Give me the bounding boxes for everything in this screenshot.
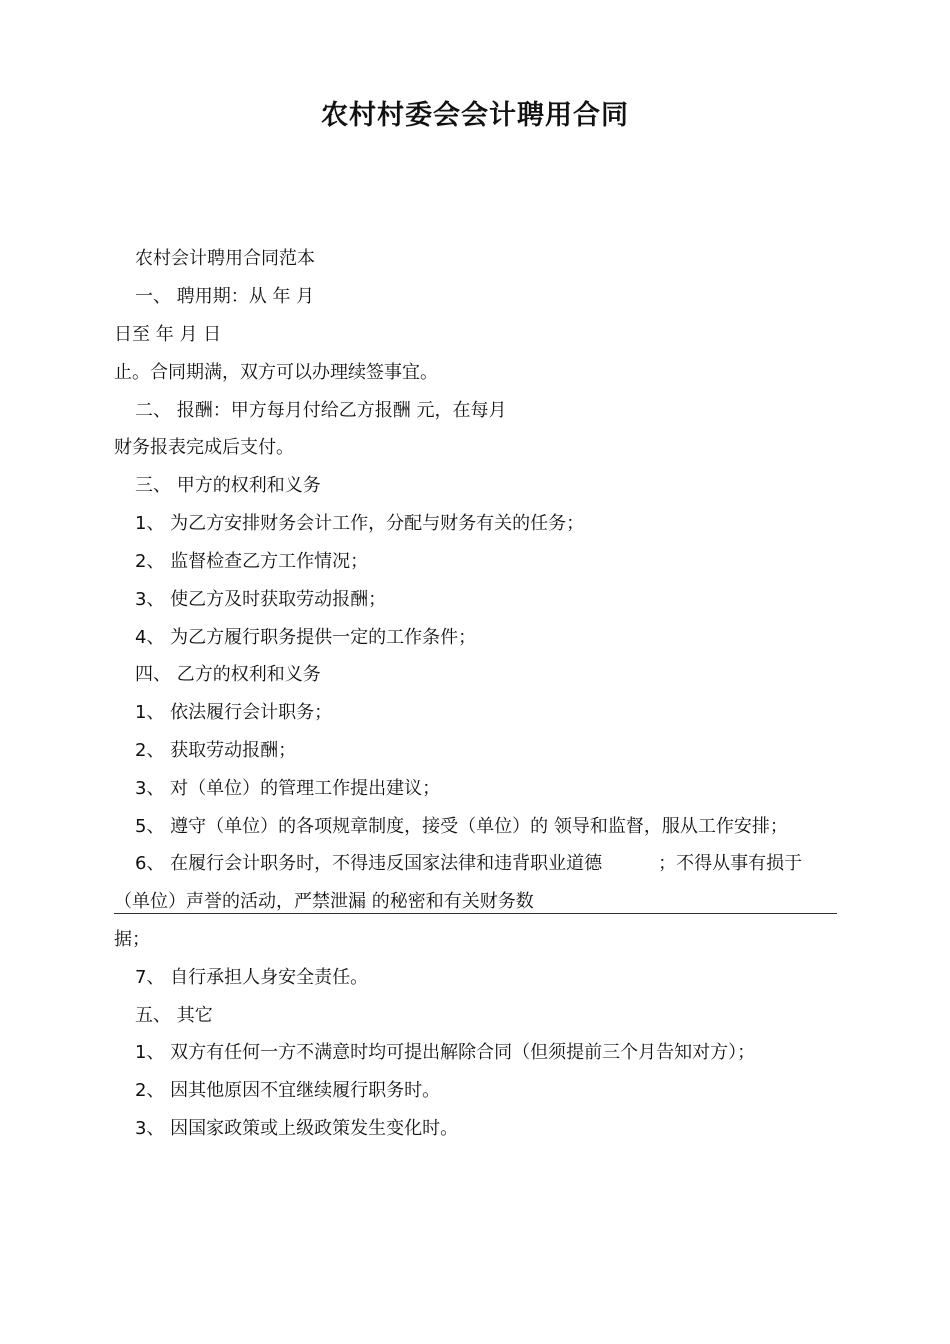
paragraph-line: 二、 报酬：甲方每月付给乙方报酬 元，在每月 bbox=[135, 400, 507, 421]
document-title: 农村村委会会计聘用合同 bbox=[321, 100, 629, 131]
paragraph-line: 财务报表完成后支付。 bbox=[114, 437, 294, 458]
list-item: 3、 使乙方及时获取劳动报酬； bbox=[135, 589, 387, 610]
section-heading: 五、 其它 bbox=[135, 1005, 213, 1026]
paragraph-line: 止。合同期满，双方可以办理续签事宜。 bbox=[114, 362, 438, 383]
paragraph-line: 据； bbox=[114, 929, 150, 950]
list-item: 3、 对（单位）的管理工作提出建议； bbox=[135, 778, 441, 799]
list-item: 1、 为乙方安排财务会计工作，分配与财务有关的任务； bbox=[135, 513, 585, 534]
list-item: 7、 自行承担人身安全责任。 bbox=[135, 967, 369, 988]
list-item: 3、 因国家政策或上级政策发生变化时。 bbox=[135, 1118, 459, 1139]
list-item: 1、 双方有任何一方不满意时均可提出解除合同（但须提前三个月告知对方）； bbox=[135, 1042, 756, 1063]
paragraph-line: （单位）声誉的活动，严禁泄漏 的秘密和有关财务数 bbox=[114, 891, 534, 912]
section-heading: 三、 甲方的权利和义务 bbox=[135, 475, 321, 496]
list-item-text: 6、 在履行会计职务时，不得违反国家法律和违背职业道德 bbox=[135, 853, 603, 874]
section-heading: 四、 乙方的权利和义务 bbox=[135, 664, 321, 685]
list-item: 4、 为乙方履行职务提供一定的工作条件； bbox=[135, 627, 477, 648]
list-item bbox=[135, 852, 802, 876]
list-item-text-continued: ；不得从事有损于 bbox=[658, 853, 803, 874]
list-item: 2、 监督检查乙方工作情况； bbox=[135, 551, 369, 572]
list-item: 5、 遵守（单位）的各项规章制度，接受（单位）的 领导和监督，服从工作安排； bbox=[135, 816, 788, 837]
paragraph-line: 日至 年 月 日 bbox=[114, 324, 222, 345]
subtitle-line: 农村会计聘用合同范本 bbox=[135, 248, 315, 269]
list-item: 1、 依法履行会计职务； bbox=[135, 702, 333, 723]
list-item: 2、 因其他原因不宜继续履行职务时。 bbox=[135, 1080, 441, 1101]
list-item: 2、 获取劳动报酬； bbox=[135, 740, 297, 761]
horizontal-divider bbox=[114, 913, 837, 914]
paragraph-line: 一、 聘用期：从 年 月 bbox=[135, 286, 315, 307]
